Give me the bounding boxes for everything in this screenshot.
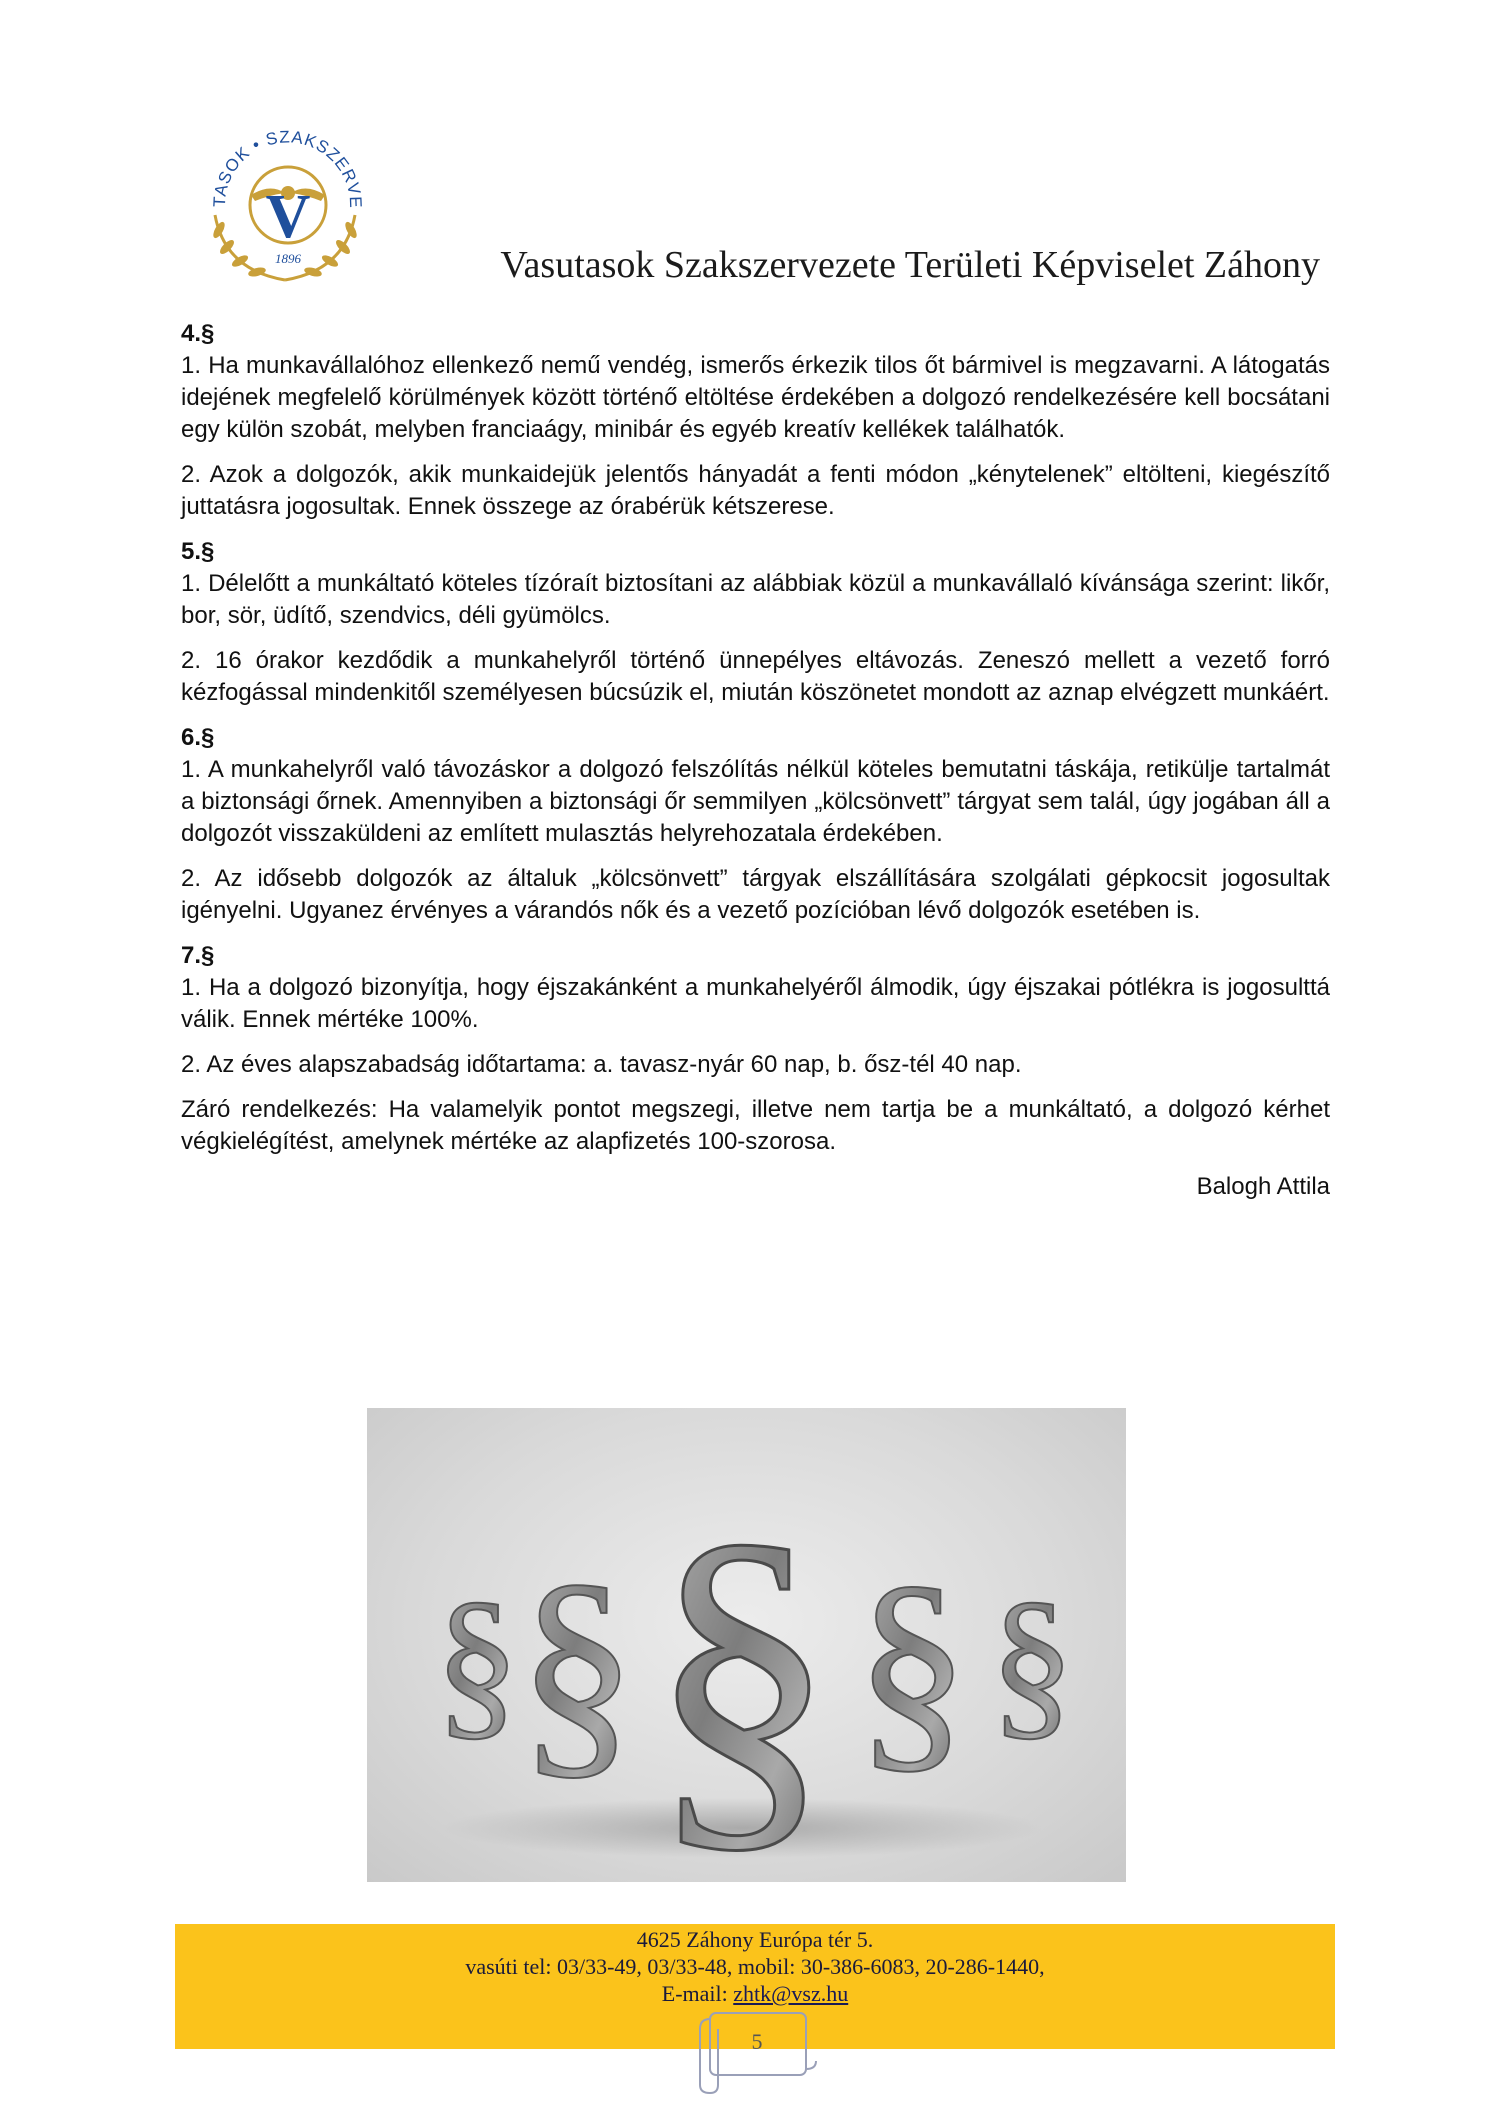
section-5: [181, 536, 1330, 709]
logo-arc-text: TASOK • SZAKSZERVE: [209, 127, 366, 209]
footer-phones: vasúti tel: 03/33-49, 03/33-48, mobil: 30-386-6083, 20-286-1440,: [465, 1954, 1045, 1979]
page-number-scroll: [692, 2005, 822, 2095]
footer-email-label: E-mail:: [661, 1981, 734, 2006]
page-header: [170, 95, 1330, 295]
author-signature: Balogh Attila: [1196, 1173, 1330, 1200]
section-7: [181, 940, 1330, 1081]
page-number: 5: [751, 2029, 763, 2054]
paragraph: 1. Ha a dolgozó bizonyítja, hogy éjszakánként a munkahelyéről álmodik, úgy éjszakai pótlékra is jogosulttá válik. Ennek mértéke 100%.: [181, 974, 1330, 1033]
organization-title: Vasutasok Szakszervezete Területi Képviselet Záhony: [500, 244, 1320, 286]
paragraph: 2. Az idősebb dolgozók az általuk „kölcsönvett” tárgyak elszállítására szolgálati gépkocsit jogosultak igényelni. Ugyanez érvényes a várandós nők és a vezető pozícióban lévő dolgozók esetében is.: [181, 865, 1330, 924]
logo-letter: V: [265, 183, 311, 251]
footer-email-line: [175, 1980, 1335, 2007]
footer-address: 4625 Záhony Európa tér 5.: [636, 1927, 874, 1952]
paragraph-symbols-illustration: [367, 1408, 1126, 1882]
section-heading: 5.§: [181, 538, 215, 565]
union-logo: [185, 95, 385, 295]
section-symbol-far-right: §: [989, 1567, 1075, 1755]
section-heading: 7.§: [181, 942, 215, 969]
paragraph: 1. Ha munkavállalóhoz ellenkező nemű vendég, ismerős érkezik tilos őt bármivel is megzavarni. A látogatás idejének megfelelő körülmények között történő eltöltése érdekében a dolgozó rendelkezésére kell bocsátani egy külön szobát, melyben franciaágy, minibár és egyéb kreatív kellékek találhatók.: [181, 352, 1330, 443]
section-heading: 6.§: [181, 724, 215, 751]
union-logo-emblem: [185, 95, 385, 295]
paragraph: 1. A munkahelyről való távozáskor a dolgozó felszólítás nélkül köteles bemutatni táskája, retikülje tartalmát a biztonsági őrnek. Amennyiben a biztonsági őr semmilyen „kölcsönvett” tárgyat sem talál, úgy jogában áll a dolgozót visszaküldeni az említett mulasztás helyrehozatala érdekében.: [181, 756, 1330, 847]
document-body: [181, 318, 1330, 1216]
section-heading: 4.§: [181, 320, 215, 347]
logo-year: 1896: [275, 251, 301, 266]
paragraph: 1. Délelőtt a munkáltató köteles tízóraít biztosítani az alábbiak közül a munkavállaló kívánsága szerint: likőr, bor, sör, üdítő, szendvics, déli gyümölcs.: [181, 570, 1330, 629]
section-6: [181, 722, 1330, 927]
paragraph: 2. Azok a dolgozók, akik munkaidejük jelentős hányadát a fenti módon „kénytelenek” eltölteni, kiegészítő juttatásra jogosultak. Ennek összege az órabérük kétszerese.: [181, 461, 1330, 520]
paragraph-symbols-image: [367, 1408, 1126, 1882]
closing-provision: Záró rendelkezés: Ha valamelyik pontot megszegi, illetve nem tartja be a munkáltató, a dolgozó kérhet végkielégítést, amelynek mértéke az alapfizetés 100-szorosa.: [181, 1096, 1330, 1155]
paragraph: 2. 16 órakor kezdődik a munkahelyről történő ünnepélyes eltávozás. Zeneszó mellett a vezető forró kézfogással mindenkitől személyesen búcsúzik el, miután köszönetet mondott az aznap elvégzett munkáért.: [181, 647, 1330, 706]
section-symbol-far-left: §: [434, 1567, 520, 1755]
section-4: [181, 318, 1330, 523]
section-symbol-right: §: [854, 1538, 970, 1793]
footer-email-link[interactable]: zhtk@vsz.hu: [733, 1981, 849, 2006]
paragraph: 2. Az éves alapszabadság időtartama: a. tavasz-nyár 60 nap, b. ősz-tél 40 nap.: [181, 1051, 1022, 1078]
section-symbol-center: §: [647, 1465, 837, 1882]
section-symbol-left: §: [517, 1534, 637, 1800]
